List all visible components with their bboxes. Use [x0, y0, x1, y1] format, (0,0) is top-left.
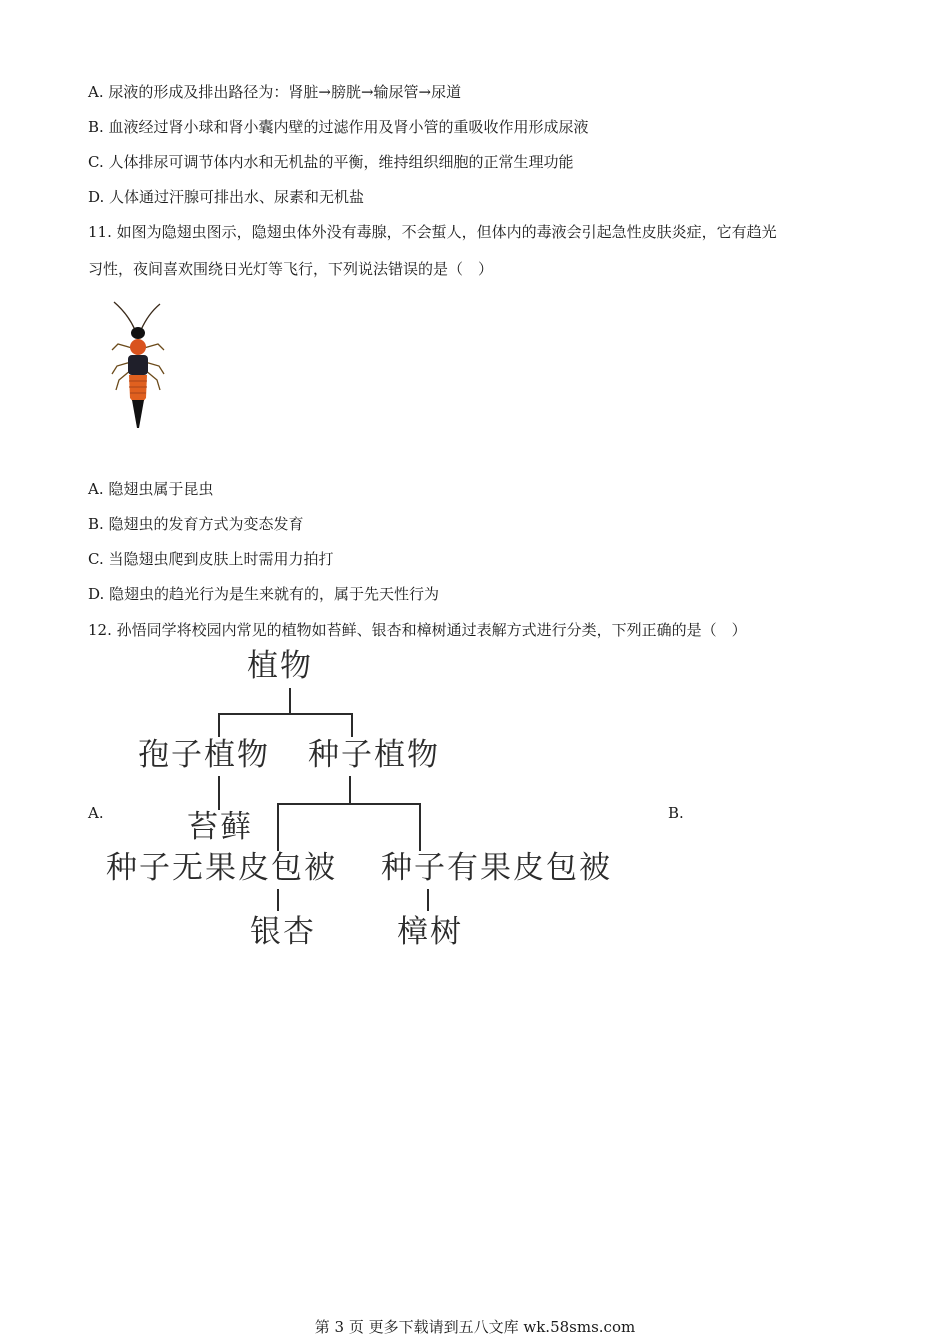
tree-connector [427, 889, 429, 911]
q10-option-d: D. 人体通过汗腺可排出水、尿素和无机盐 [88, 188, 365, 206]
tree-seed-no-pericarp: 种子无果皮包被 [106, 850, 337, 886]
tree-connector [419, 803, 421, 851]
tree-connector [289, 688, 291, 714]
q12-stem: 12. 孙悟同学将校园内常见的植物如苔鲜、银杏和樟树通过表解方式进行分类，下列正确的是（ ） [88, 621, 747, 639]
q11-stem-line1: 11. 如图为隐翅虫图示，隐翅虫体外没有毒腺，不会蜇人，但体内的毒液会引起急性皮肤炎症，它有趋光 [88, 223, 777, 241]
page-footer: 第 3 页 更多下载请到五八文库 wk.58sms.com [314, 1318, 636, 1336]
q11-stem-line2: 习性，夜间喜欢围绕日光灯等飞行，下列说法错误的是（ ） [88, 260, 494, 278]
rove-beetle-illustration [108, 300, 168, 435]
q12-option-a-label: A. [88, 804, 104, 822]
tree-connector [218, 776, 220, 810]
tree-connector [349, 776, 351, 804]
tree-connector [277, 803, 421, 805]
tree-connector [277, 889, 279, 911]
q11-option-b: B. 隐翅虫的发育方式为变态发育 [88, 515, 304, 533]
tree-moss: 苔藓 [187, 809, 253, 845]
tree-connector [351, 713, 353, 737]
tree-spore-plants: 孢子植物 [138, 737, 270, 773]
tree-root-plants: 植物 [247, 648, 313, 684]
q10-option-a: A. 尿液的形成及排出路径为：肾脏→膀胱→输尿管→尿道 [88, 83, 462, 101]
tree-connector [277, 803, 279, 851]
tree-connector [218, 713, 353, 715]
q12-option-b-label: B. [668, 804, 684, 822]
tree-seed-plants: 种子植物 [308, 737, 440, 773]
q10-option-b: B. 血液经过肾小球和肾小囊内壁的过滤作用及肾小管的重吸收作用形成尿液 [88, 118, 589, 136]
q11-option-a: A. 隐翅虫属于昆虫 [88, 480, 214, 498]
tree-camphor: 樟树 [397, 914, 463, 950]
tree-connector [218, 713, 220, 737]
q11-option-c: C. 当隐翅虫爬到皮肤上时需用力拍打 [88, 550, 334, 568]
q10-option-c: C. 人体排尿可调节体内水和无机盐的平衡，维持组织细胞的正常生理功能 [88, 153, 574, 171]
tree-seed-with-pericarp: 种子有果皮包被 [381, 850, 612, 886]
tree-ginkgo: 银杏 [250, 914, 316, 950]
q11-option-d: D. 隐翅虫的趋光行为是生来就有的，属于先天性行为 [88, 585, 440, 603]
